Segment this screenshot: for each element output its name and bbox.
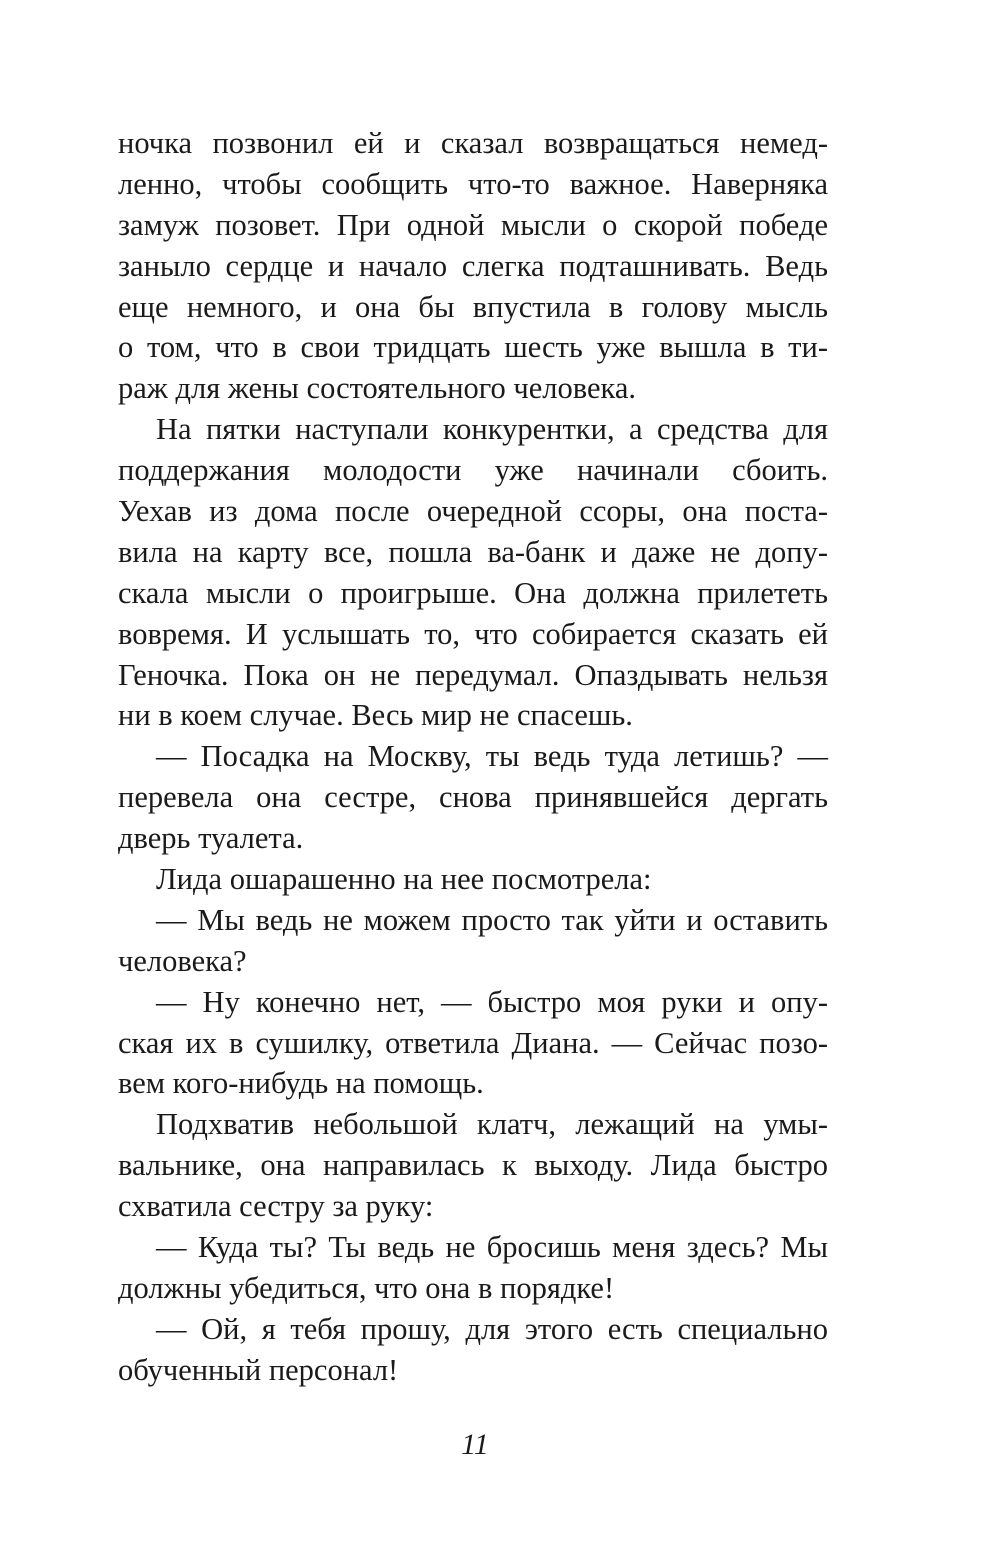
text-line: раж для жены состоятельного человека.: [118, 371, 637, 406]
text-line: Лида ошарашенно на нее посмотрела:: [156, 862, 652, 897]
page-number: 11: [461, 1428, 489, 1461]
text-line: — Куда ты? Ты ведь не бросишь меня здесь? Мы: [156, 1230, 828, 1265]
text-line: Подхватив небольшой клатч, лежащий на умы-: [156, 1107, 828, 1142]
text-line: вовремя. И услышать то, что собирается сказать ей: [118, 616, 828, 651]
text-line: — Ну конечно нет, — быстро моя руки и опу-: [156, 984, 828, 1019]
paragraph: [118, 1309, 828, 1391]
text-line: вальнике, она направилась к выходу. Лида быстро: [118, 1148, 828, 1183]
text-line: вем кого-нибудь на помощь.: [118, 1066, 484, 1101]
text-line: ночка позвонил ей и сказал возвращаться немед-: [118, 126, 828, 160]
text-line: еще немного, и она бы впустила в голову мысль: [118, 289, 828, 324]
text-line: — Мы ведь не можем просто так уйти и оставить: [156, 902, 828, 937]
paragraph: [118, 859, 828, 900]
paragraph: [118, 1227, 828, 1309]
text-line: скала мысли о проигрыше. Она должна прилететь: [118, 575, 828, 610]
text-line: человека?: [118, 943, 247, 978]
paragraph: [118, 900, 828, 982]
text-line: обученный персонал!: [118, 1352, 399, 1387]
text-line: — Посадка на Москву, ты ведь туда летишь? —: [156, 739, 828, 774]
text-line: Уехав из дома после очередной ссоры, она поста-: [118, 494, 828, 529]
text-line: вила на карту все, пошла ва-банк и даже не допу-: [118, 534, 828, 569]
paragraph: [118, 982, 828, 1105]
body-text: [118, 123, 828, 1391]
text-line: должны убедиться, что она в порядке!: [118, 1270, 615, 1305]
text-line: перевела она сестре, снова принявшейся дергать: [118, 780, 828, 815]
text-line: На пятки наступали конкурентки, а средства для: [156, 412, 828, 447]
paragraph: [118, 409, 828, 736]
paragraph: [118, 1104, 828, 1227]
text-line: Геночка. Пока он не передумал. Опаздывать нельзя: [118, 657, 828, 692]
text-line: поддержания молодости уже начинали сбоить.: [118, 453, 828, 488]
text-line: о том, что в свои тридцать шесть уже вышла в ти-: [118, 330, 828, 365]
text-line: дверь туалета.: [118, 821, 304, 856]
text-line: замуж позовет. При одной мысли о скорой победе: [118, 207, 828, 242]
text-line: ни в коем случае. Весь мир не спасешь.: [118, 698, 633, 733]
text-line: заныло сердце и начало слегка подташнивать. Ведь: [118, 248, 828, 283]
text-line: схватила сестру за руку:: [118, 1189, 434, 1224]
paragraph: [118, 123, 828, 409]
paragraph: [118, 736, 828, 859]
text-line: ская их в сушилку, ответила Диана. — Сейчас позо-: [118, 1025, 828, 1060]
text-line: — Ой, я тебя прошу, для этого есть специально: [156, 1311, 828, 1346]
text-line: ленно, чтобы сообщить что-то важное. Наверняка: [118, 166, 828, 201]
